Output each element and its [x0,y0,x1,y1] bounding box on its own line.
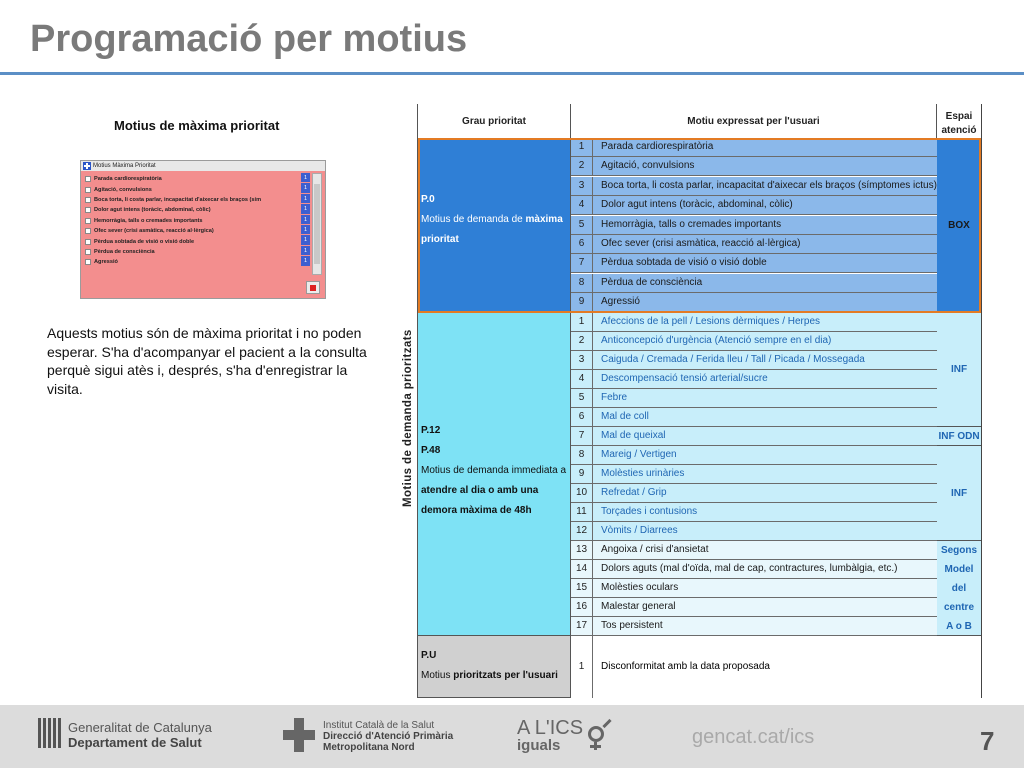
row-text: Mareig / Vertigen [601,449,677,460]
row-number: 12 [571,522,593,540]
row-number: 5 [571,389,593,407]
espai-box: BOX [937,138,981,313]
row-text: Agitació, convulsions [601,160,695,172]
row-text: Anticoncepció d'urgència (Atenció sempre en el dia) [601,335,832,346]
item-checkbox[interactable] [85,176,91,182]
table-row [571,313,937,332]
group-p12-line1: Motius de demanda immediata a [421,465,567,476]
row-number: 2 [571,332,593,350]
app-window-item[interactable] [85,226,315,236]
row-number: 9 [571,465,593,483]
item-count: 1 [301,194,310,204]
row-text: Vòmits / Diarrees [601,525,678,536]
app-window-item[interactable] [85,174,315,184]
table-row [571,446,937,465]
row-number: 6 [571,408,593,426]
row-number: 2 [571,157,593,175]
row-text: Pèrdua sobtada de visió o visió doble [601,257,767,269]
item-checkbox[interactable] [85,207,91,213]
page-number: 7 [980,726,995,756]
item-label: Agressió [94,259,118,266]
row-number: 1 [571,313,593,331]
row-text: Pèrdua de consciència [601,276,703,288]
header-espai: Espai atenció [937,104,981,139]
footer-url[interactable]: gencat.cat/ics [692,726,815,748]
department-name: Departament de Salut [68,735,202,750]
item-checkbox[interactable] [85,259,91,265]
row-number: 13 [571,541,593,559]
table-row [571,196,937,215]
generalitat-name: Generalitat de Catalunya [68,720,212,735]
app-window-scrollbar[interactable] [312,173,322,275]
table-row [571,389,937,408]
item-checkbox[interactable] [85,249,91,255]
row-number: 14 [571,560,593,578]
header-grau: Grau prioritat [418,104,571,139]
row-text: Mal de queixal [601,430,666,441]
table-row [571,254,937,273]
gender-icon [586,720,614,750]
table-row [571,522,937,541]
item-label: Hemorràgia, talls o cremades importants [94,217,203,224]
section-subtitle: Motius de màxima prioritat [114,118,280,133]
app-window-item[interactable] [85,216,315,226]
table-row [571,560,937,579]
row-text: Tos persistent [601,620,663,631]
item-count: 1 [301,215,310,225]
description-paragraph: Aquests motius són de màxima prioritat i no poden esperar. S'ha d'acompanyar el pacient a la consulta perquè sigui atès i, després, s'ha d'enregistrar la visita. [47,325,367,397]
item-checkbox[interactable] [85,187,91,193]
app-window-item[interactable] [85,205,315,215]
table-row [571,617,937,636]
row-number: 1 [571,138,593,156]
row-number: 8 [571,274,593,292]
header-motiu: Motiu expressat per l'usuari [571,104,937,139]
espai-segons-model: Segons Model del centre A o B [937,541,981,636]
group-pu-code: P.U [421,650,437,661]
item-label: Agitació, convulsions [94,186,152,193]
row-text: Angoixa / crisi d'ansietat [601,544,709,555]
item-count: 1 [301,256,310,266]
table-row [571,157,937,176]
row-text: Febre [601,392,628,403]
row-number: 8 [571,446,593,464]
page-title: Programació per motius [30,18,468,60]
row-text: Refredat / Grip [601,487,667,498]
table-row [571,598,937,617]
app-window-item[interactable] [85,184,315,194]
group-p12-code2: P.48 [421,445,441,456]
row-text: Descompensació tensió arterial/sucre [601,373,768,384]
row-number: 4 [571,370,593,388]
item-checkbox[interactable] [85,218,91,224]
group-p12-line3: demora màxima de 48h [421,505,532,516]
group-p0-line2: prioritat [421,234,459,245]
table-row [571,503,937,522]
item-label: Parada cardiorespiratòria [94,176,162,183]
row-number: 17 [571,617,593,635]
group-p0-line1b: màxima [525,214,563,225]
item-count: 1 [301,173,310,183]
app-window-item[interactable] [85,257,315,267]
row-number: 6 [571,235,593,253]
row-number: 3 [571,351,593,369]
row-text: Caiguda / Cremada / Ferida lleu / Tall / Picada / Mossegada [601,354,865,365]
row-text: Malestar general [601,601,676,612]
espai-inf-odn: INF ODN [937,427,981,446]
aics-line2: iguals [517,737,561,754]
row-text: Dolor agut intens (toràcic, abdominal, còlic) [601,199,793,211]
item-label: Boca torta, li costa parlar, incapacitat d'aixecar els braços (sím [94,196,262,203]
table-row [571,484,937,503]
item-checkbox[interactable] [85,239,91,245]
table-row [571,274,937,293]
aics-line1: A L'ICS [517,717,584,739]
ics-name: Institut Català de la Salut [323,720,435,731]
table-row [571,138,937,157]
table-row [571,408,937,427]
app-window-list [85,174,315,268]
item-label: Pèrdua sobtada de visió o visió doble [94,238,195,245]
row-text: Torçades i contusions [601,506,698,517]
medical-cross-icon [83,162,91,170]
row-number: 4 [571,196,593,214]
table-row [571,541,937,560]
row-text: Mal de coll [601,411,649,422]
table-row [571,235,937,254]
group-p0-code: P.0 [421,194,435,205]
group-p12-code1: P.12 [421,425,441,436]
group-pu-line1b: prioritzats per l'usuari [453,670,558,681]
table-row [571,332,937,351]
table-row [571,370,937,389]
row-text: Parada cardiorespiratòria [601,141,714,152]
app-window-counts [301,173,310,267]
ics-direction: Direcció d'Atenció Primària [323,731,454,742]
item-label: Dolor agut intens (toràcic, abdominal, còlic) [94,207,211,214]
app-window-item[interactable] [85,236,315,246]
ics-cross-icon [283,718,315,752]
item-count: 1 [301,183,310,193]
group-pu-line1: Motius [421,670,454,681]
table-row [571,465,937,484]
row-number: 1 [571,636,593,698]
row-text: Molèsties oculars [601,582,679,593]
generalitat-logo-icon [38,718,62,748]
row-number: 7 [571,427,593,445]
app-window-title: Motius Màxima Prioritat [93,163,156,169]
row-number: 16 [571,598,593,616]
app-window-item[interactable] [85,195,315,205]
row-text: Ofec sever (crisi asmàtica, reacció al·lèrgica) [601,238,801,249]
espai-inf-1: INF [937,313,981,427]
espai-inf-2: INF [937,446,981,541]
row-number: 7 [571,254,593,272]
app-window-screenshot [80,160,326,299]
row-number: 9 [571,293,593,311]
item-count: 1 [301,246,310,256]
side-label-text: Motius de demanda prioritzats [402,329,414,507]
item-checkbox[interactable] [85,228,91,234]
row-text: Afeccions de la pell / Lesions dèrmiques / Herpes [601,316,821,327]
group-p0 [418,138,571,313]
table-row [571,177,937,196]
row-text: Disconformitat amb la data proposada [601,661,770,672]
row-text: Boca torta, li costa parlar, incapacitat d'aixecar els braços (símptomes ictus) [601,179,937,191]
row-number: 11 [571,503,593,521]
group-pu [418,636,571,698]
app-window-action-button[interactable] [306,281,320,294]
item-count: 1 [301,235,310,245]
row-text: Hemorràgia, talls o cremades importants [601,218,782,230]
item-count: 1 [301,204,310,214]
group-p12 [418,313,571,636]
table-row-pu [571,636,937,698]
table-row [571,216,937,235]
espai-empty [937,636,981,698]
item-checkbox[interactable] [85,197,91,203]
row-number: 15 [571,579,593,597]
app-window-titlebar [81,161,325,171]
row-text: Dolors aguts (mal d'oïda, mal de cap, contractures, lumbàlgia, etc.) [601,563,898,574]
row-number: 5 [571,216,593,234]
row-number: 3 [571,177,593,195]
row-text: Agressió [601,296,640,308]
item-label: Pèrdua de consciència [94,248,155,255]
title-divider [0,72,1024,75]
aics-iguals-logo [517,719,583,755]
row-text: Molèsties urinàries [601,468,685,479]
table-row [571,427,937,446]
ics-region: Metropolitana Nord [323,742,415,753]
item-label: Ofec sever (crisi asmàtica, reacció al·lèrgica) [94,228,214,235]
table-row [571,579,937,598]
app-window-item[interactable] [85,247,315,257]
row-number: 10 [571,484,593,502]
ics-text [323,720,453,753]
table-row [571,293,937,312]
scrollbar-thumb[interactable] [314,184,320,264]
group-p12-line2: atendre al dia o amb una [421,485,539,496]
generalitat-text [68,720,212,750]
group-p0-line1: Motius de demanda de [421,214,526,225]
item-count: 1 [301,225,310,235]
table-row [571,351,937,370]
